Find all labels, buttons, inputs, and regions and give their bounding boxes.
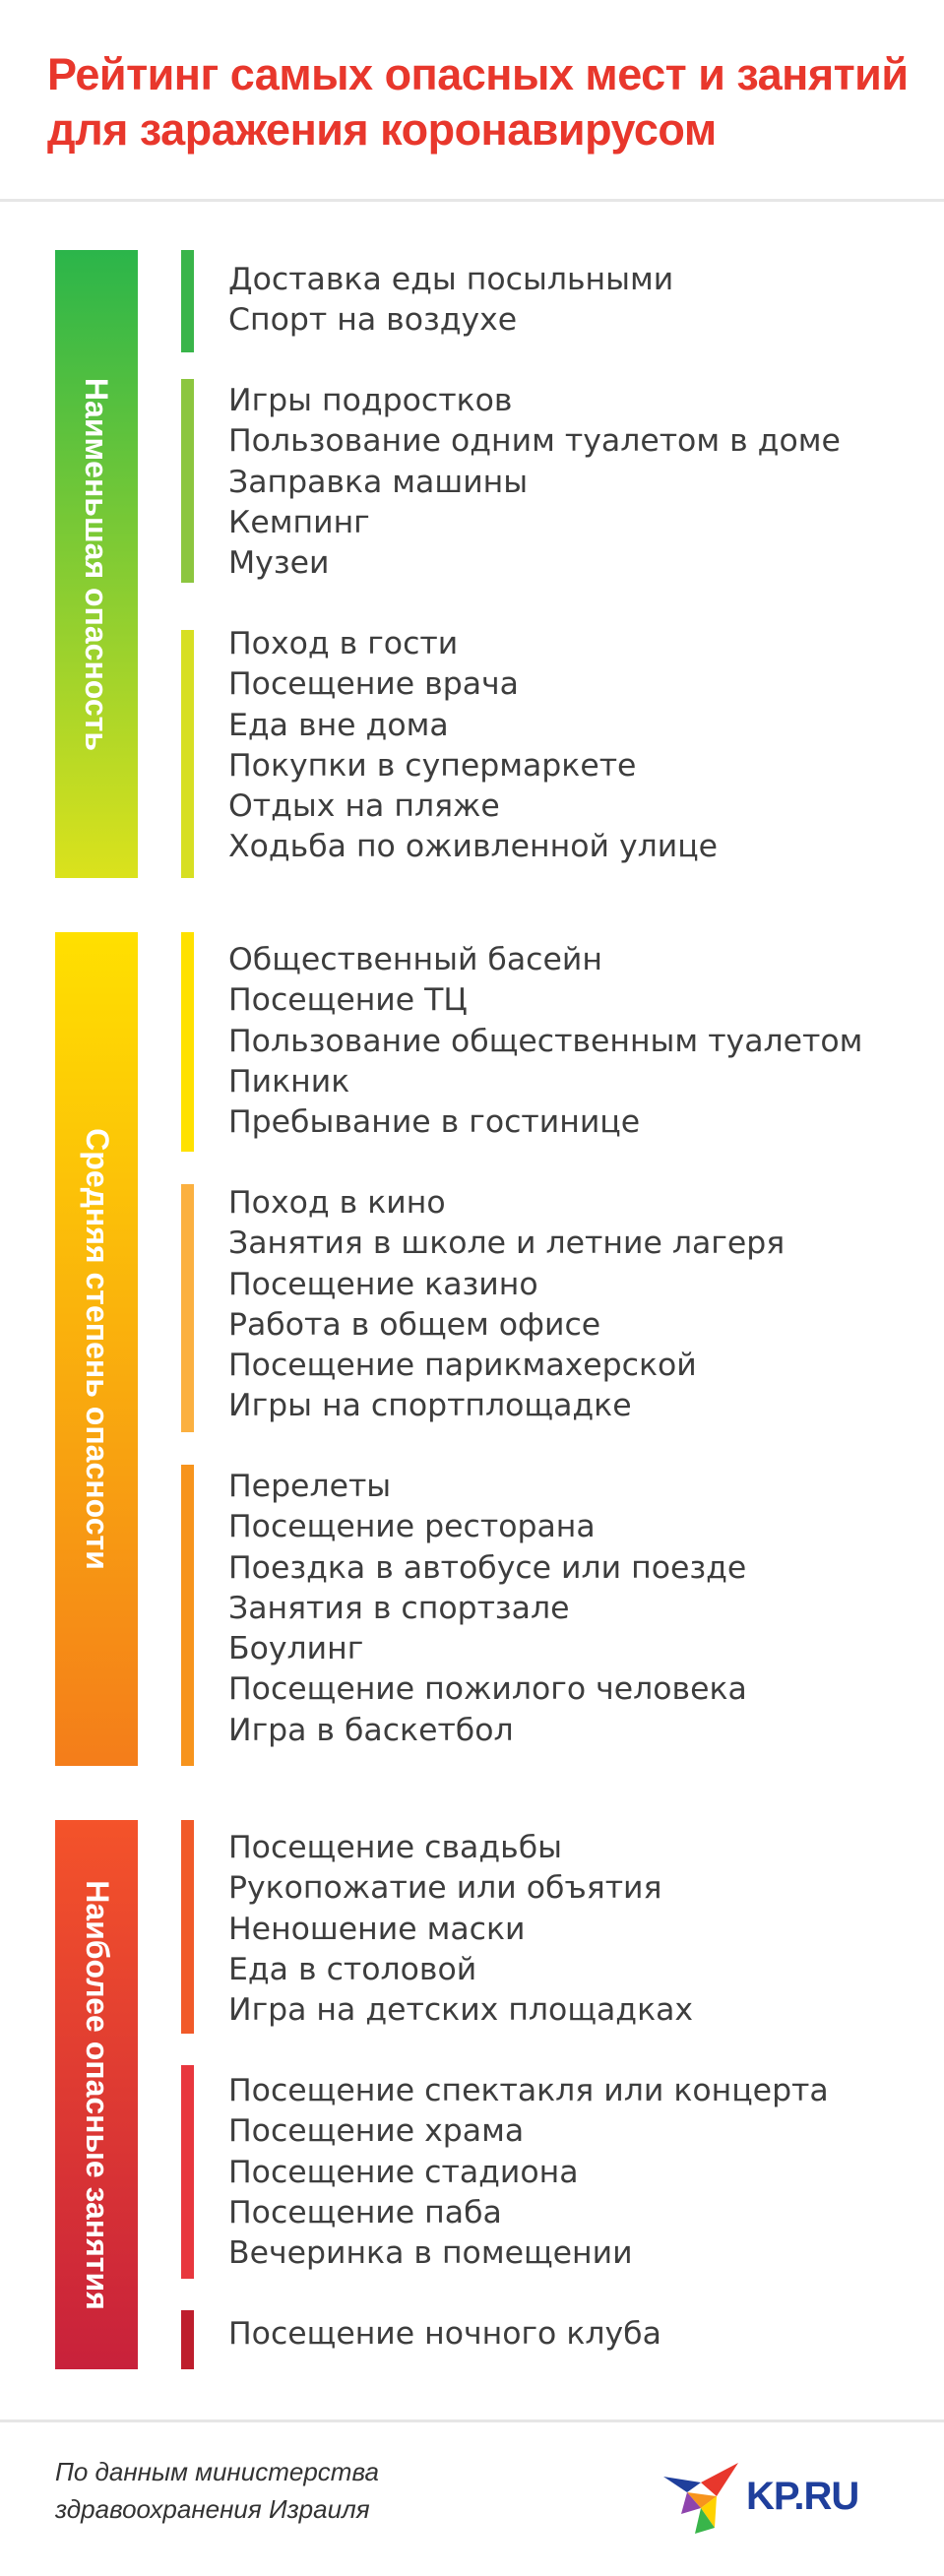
list-item: Вечеринка в помещении bbox=[228, 2235, 633, 2272]
kp-logo[interactable] bbox=[658, 2457, 894, 2540]
band-medium-danger bbox=[55, 932, 138, 1766]
list-item: Пользование общественным туалетом bbox=[228, 1023, 863, 1059]
list-item: Неношение маски bbox=[228, 1911, 526, 1947]
list-item: Игра на детских площадках bbox=[228, 1992, 694, 2029]
bottom-divider bbox=[0, 2419, 944, 2422]
list-item: Посещение врача bbox=[228, 666, 519, 703]
list-item: Посещение свадьбы bbox=[228, 1830, 562, 1865]
list-item: Отдых на пляже bbox=[228, 788, 500, 825]
band-least-danger bbox=[55, 250, 138, 878]
list-item: Перелеты bbox=[228, 1469, 392, 1504]
group-list bbox=[228, 2071, 829, 2274]
list-item: Поездка в автобусе или поезде bbox=[228, 1549, 747, 1586]
list-item: Игры подростков bbox=[228, 383, 513, 418]
band-label-most-dangerous: Наиболее опасные занятия bbox=[79, 1879, 115, 2310]
list-item: Заправка машины bbox=[228, 464, 529, 500]
list-item: Доставка еды посыльными bbox=[228, 262, 674, 297]
list-item: Посещение ресторана bbox=[228, 1509, 596, 1545]
group-color-bar bbox=[181, 2310, 194, 2369]
list-item: Боулинг bbox=[228, 1631, 364, 1667]
group-list bbox=[228, 381, 841, 584]
group-color-bar bbox=[181, 1465, 194, 1766]
list-item: Рукопожатие или объятия bbox=[228, 1870, 662, 1907]
group-color-bar bbox=[181, 2065, 194, 2279]
list-item: Занятия в спортзале bbox=[228, 1590, 570, 1626]
source-note: По данным министерства здравоохранения Израиля bbox=[55, 2457, 379, 2524]
list-item: Посещение спектакля или концерта bbox=[228, 2073, 829, 2108]
list-item: Работа в общем офисе bbox=[228, 1306, 601, 1343]
list-item: Еда в столовой bbox=[228, 1951, 477, 1987]
bird-logo-icon bbox=[658, 2457, 746, 2540]
page-title: Рейтинг самых опасных мест и занятий для заражения коронавирусом bbox=[47, 49, 909, 155]
list-item: Спорт на воздухе bbox=[228, 302, 518, 339]
top-divider bbox=[0, 199, 944, 202]
group-color-bar bbox=[181, 1184, 194, 1432]
group-list bbox=[228, 940, 862, 1143]
list-item: Игра в баскетбол bbox=[228, 1712, 514, 1748]
group-list bbox=[228, 624, 718, 868]
list-item: Пользование одним туалетом в доме bbox=[228, 423, 841, 460]
group-color-bar bbox=[181, 1820, 194, 2034]
group-color-bar bbox=[181, 379, 194, 583]
list-item: Посещение казино bbox=[228, 1266, 538, 1302]
group-color-bar bbox=[181, 932, 194, 1152]
list-item: Посещение ТЦ bbox=[228, 982, 468, 1019]
list-item: Пребывание в гостинице bbox=[228, 1104, 641, 1141]
list-item: Пикник bbox=[228, 1063, 350, 1100]
list-item: Посещение ночного клуба bbox=[228, 2316, 661, 2352]
list-item: Кемпинг bbox=[228, 504, 370, 540]
list-item: Музеи bbox=[228, 545, 330, 582]
list-item: Поход в кино bbox=[228, 1185, 446, 1221]
list-item: Ходьба по оживленной улице bbox=[228, 829, 719, 865]
list-item: Еда вне дома bbox=[228, 707, 449, 743]
list-item: Посещение стадиона bbox=[228, 2154, 579, 2190]
list-item: Посещение пожилого человека bbox=[228, 1671, 747, 1708]
list-item: Поход в гости bbox=[228, 626, 459, 661]
band-label-least-danger: Наименьшая опасность bbox=[79, 377, 115, 751]
list-item: Покупки в супермаркете bbox=[228, 747, 637, 784]
list-item: Общественный басейн bbox=[228, 942, 602, 977]
band-label-medium-danger: Средняя степень опасности bbox=[79, 1128, 115, 1570]
band-most-dangerous bbox=[55, 1820, 138, 2369]
group-color-bar bbox=[181, 630, 194, 878]
list-item: Посещение храма bbox=[228, 2113, 525, 2150]
group-list bbox=[228, 1828, 693, 2031]
group-color-bar bbox=[181, 250, 194, 352]
list-item: Посещение паба bbox=[228, 2194, 502, 2230]
group-list bbox=[228, 260, 673, 342]
list-item: Посещение парикмахерской bbox=[228, 1348, 697, 1384]
group-list bbox=[228, 1183, 785, 1427]
group-list bbox=[228, 1467, 747, 1751]
group-list bbox=[228, 2314, 661, 2355]
logo-text: KP.RU bbox=[746, 2475, 859, 2518]
list-item: Игры на спортплощадке bbox=[228, 1388, 632, 1424]
list-item: Занятия в школе и летние лагеря bbox=[228, 1225, 786, 1262]
